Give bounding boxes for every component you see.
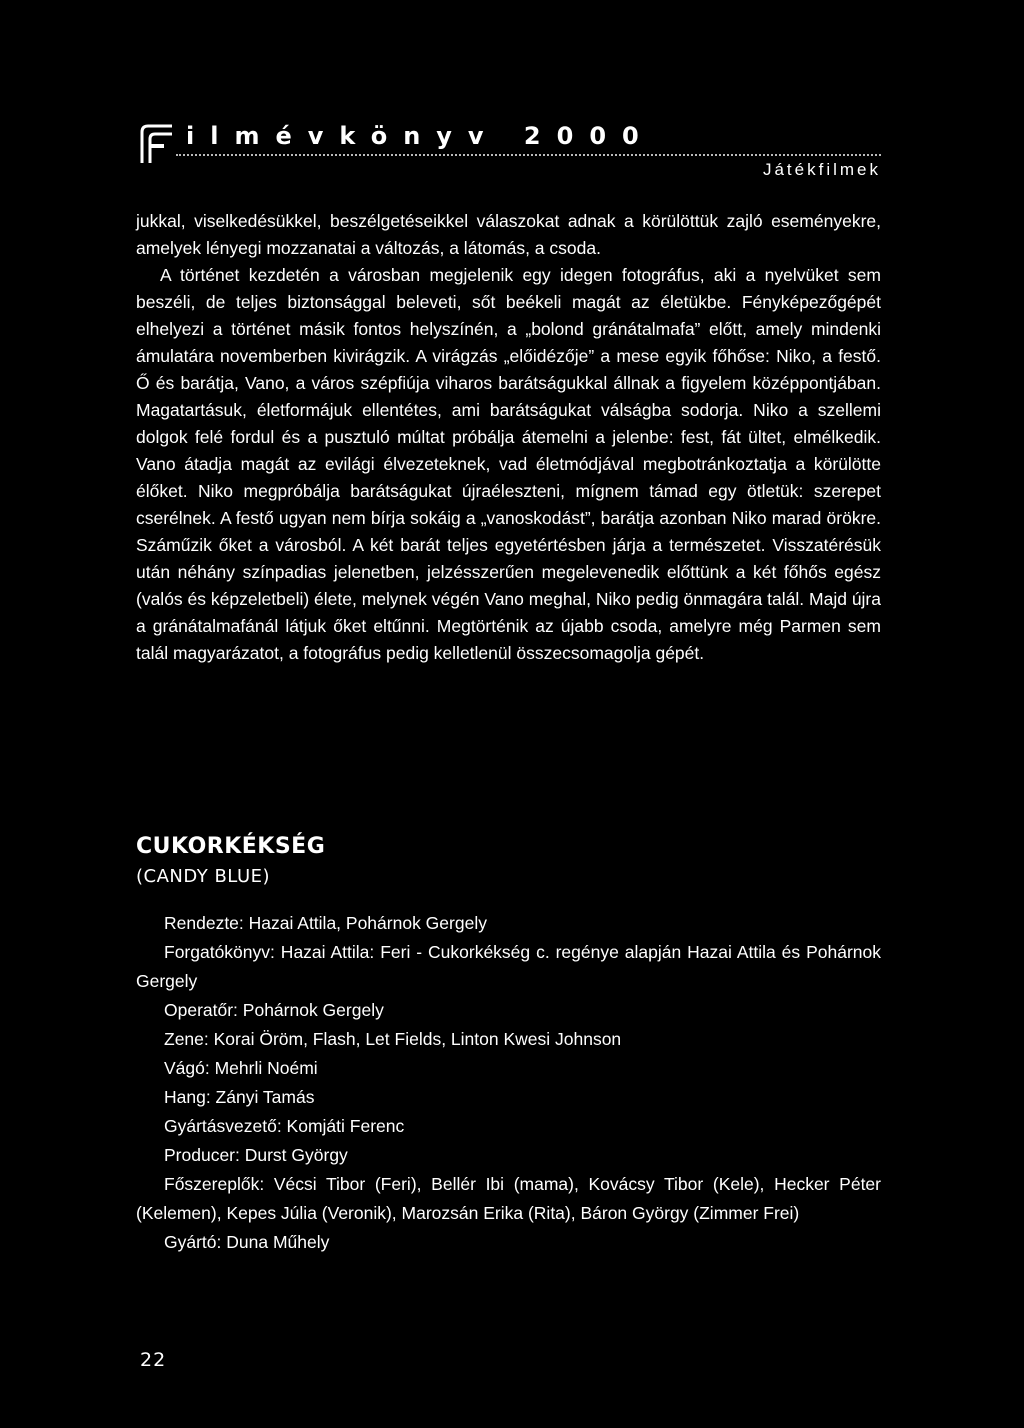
header-rule [176, 154, 881, 156]
film-subtitle: (CANDY BLUE) [136, 866, 271, 887]
film-title: CUKORKÉKSÉG [136, 834, 326, 859]
credit-production-company: Gyártó: Duna Műhely [164, 1232, 330, 1252]
paragraph-1: jukkal, viselkedésükkel, beszélgetéseikkel válaszokat adnak a körülöttük zajló eseményekre, amelyek lényegi mozzanatai a változás, a látomás, a csoda. [136, 211, 881, 258]
page-header [136, 112, 881, 182]
section-label: Játékfilmek [762, 160, 881, 179]
credit-screenplay: Forgatókönyv: Hazai Attila: Feri - Cukorkékség c. regénye alapján Hazai Attila és Pohárnok Gergely [136, 942, 881, 991]
article-body [136, 208, 881, 667]
credit-cast: Főszereplők: Vécsi Tibor (Feri), Bellér Ibi (mama), Kovácsy Tibor (Kele), Hecker Péter (Kelemen), Kepes Júlia (Veronik), Marozsán Erika (Rita), Báron György (Zimmer Frei) [136, 1174, 881, 1223]
credit-editor: Vágó: Mehrli Noémi [164, 1058, 318, 1078]
paragraph-2: A történet kezdetén a városban megjelenik egy idegen fotográfus, aki a nyelvüket sem beszéli, de teljes biztonsággal beleveti, sőt beékeli magát az életükbe. Fényképezőgépét elhelyezi a történet másik fontos helyszínén, a „bolond gránátalmafa” előtt, amely mindenki ámulatára novemberben kivirágzik. A virágzás „előidézője” a mese egyik főhőse: Niko, a festő. Ő és barátja, Vano, a város szépfiúja viharos barátságukkal állnak a figyelem középpontjában. Magatartásuk, életformájuk ellentétes, ami barátságukat válságba sodorja. Niko a szellemi dolgok felé fordul és a pusztuló múltat próbálja átemelni a jelenbe: fest, fát ültet, elmélkedik. Vano átadja magát az evilági élvezeteknek, vad életmódjával megbotránkoztatja a körülötte élőket. Niko megpróbálja barátságukat újraéleszteni, mígnem támad egy ötletük: szerepet cserélnek. A festő ugyan nem bírja sokáig a „vanoskodást”, barátja azonban Niko marad örökre. Száműzik őket a városból. A két barát teljes egyetértésben járja a természetet. Visszatérésük után néhány színpadias jelenetben, jelzésszerűen megelevenedik előttünk a két főhős egész (valós és képzeletbeli) élete, melynek végén Vano meghal, Niko pedig önmagára talál. Majd újra a gránátalmafánál látjuk őket eltűnni. Megtörténik az újabb csoda, amelyre még Parmen sem talál magyarázatot, a fotográfus pedig kelletlenül összecsomagolja gépét. [136, 265, 881, 663]
credit-sound: Hang: Zányi Tamás [164, 1087, 315, 1107]
filmevkonyv-logo-icon [136, 122, 176, 164]
credit-cinematographer: Operatőr: Pohárnok Gergely [164, 1000, 384, 1020]
credit-director: Rendezte: Hazai Attila, Pohárnok Gergely [164, 913, 487, 933]
credit-music: Zene: Korai Öröm, Flash, Let Fields, Linton Kwesi Johnson [164, 1029, 622, 1049]
header-title: ilmévkönyv 2000 [186, 122, 655, 150]
page-number: 22 [140, 1349, 167, 1371]
credit-production-manager: Gyártásvezető: Komjáti Ferenc [164, 1116, 405, 1136]
film-credits [136, 909, 881, 1257]
credit-producer: Producer: Durst György [164, 1145, 348, 1165]
